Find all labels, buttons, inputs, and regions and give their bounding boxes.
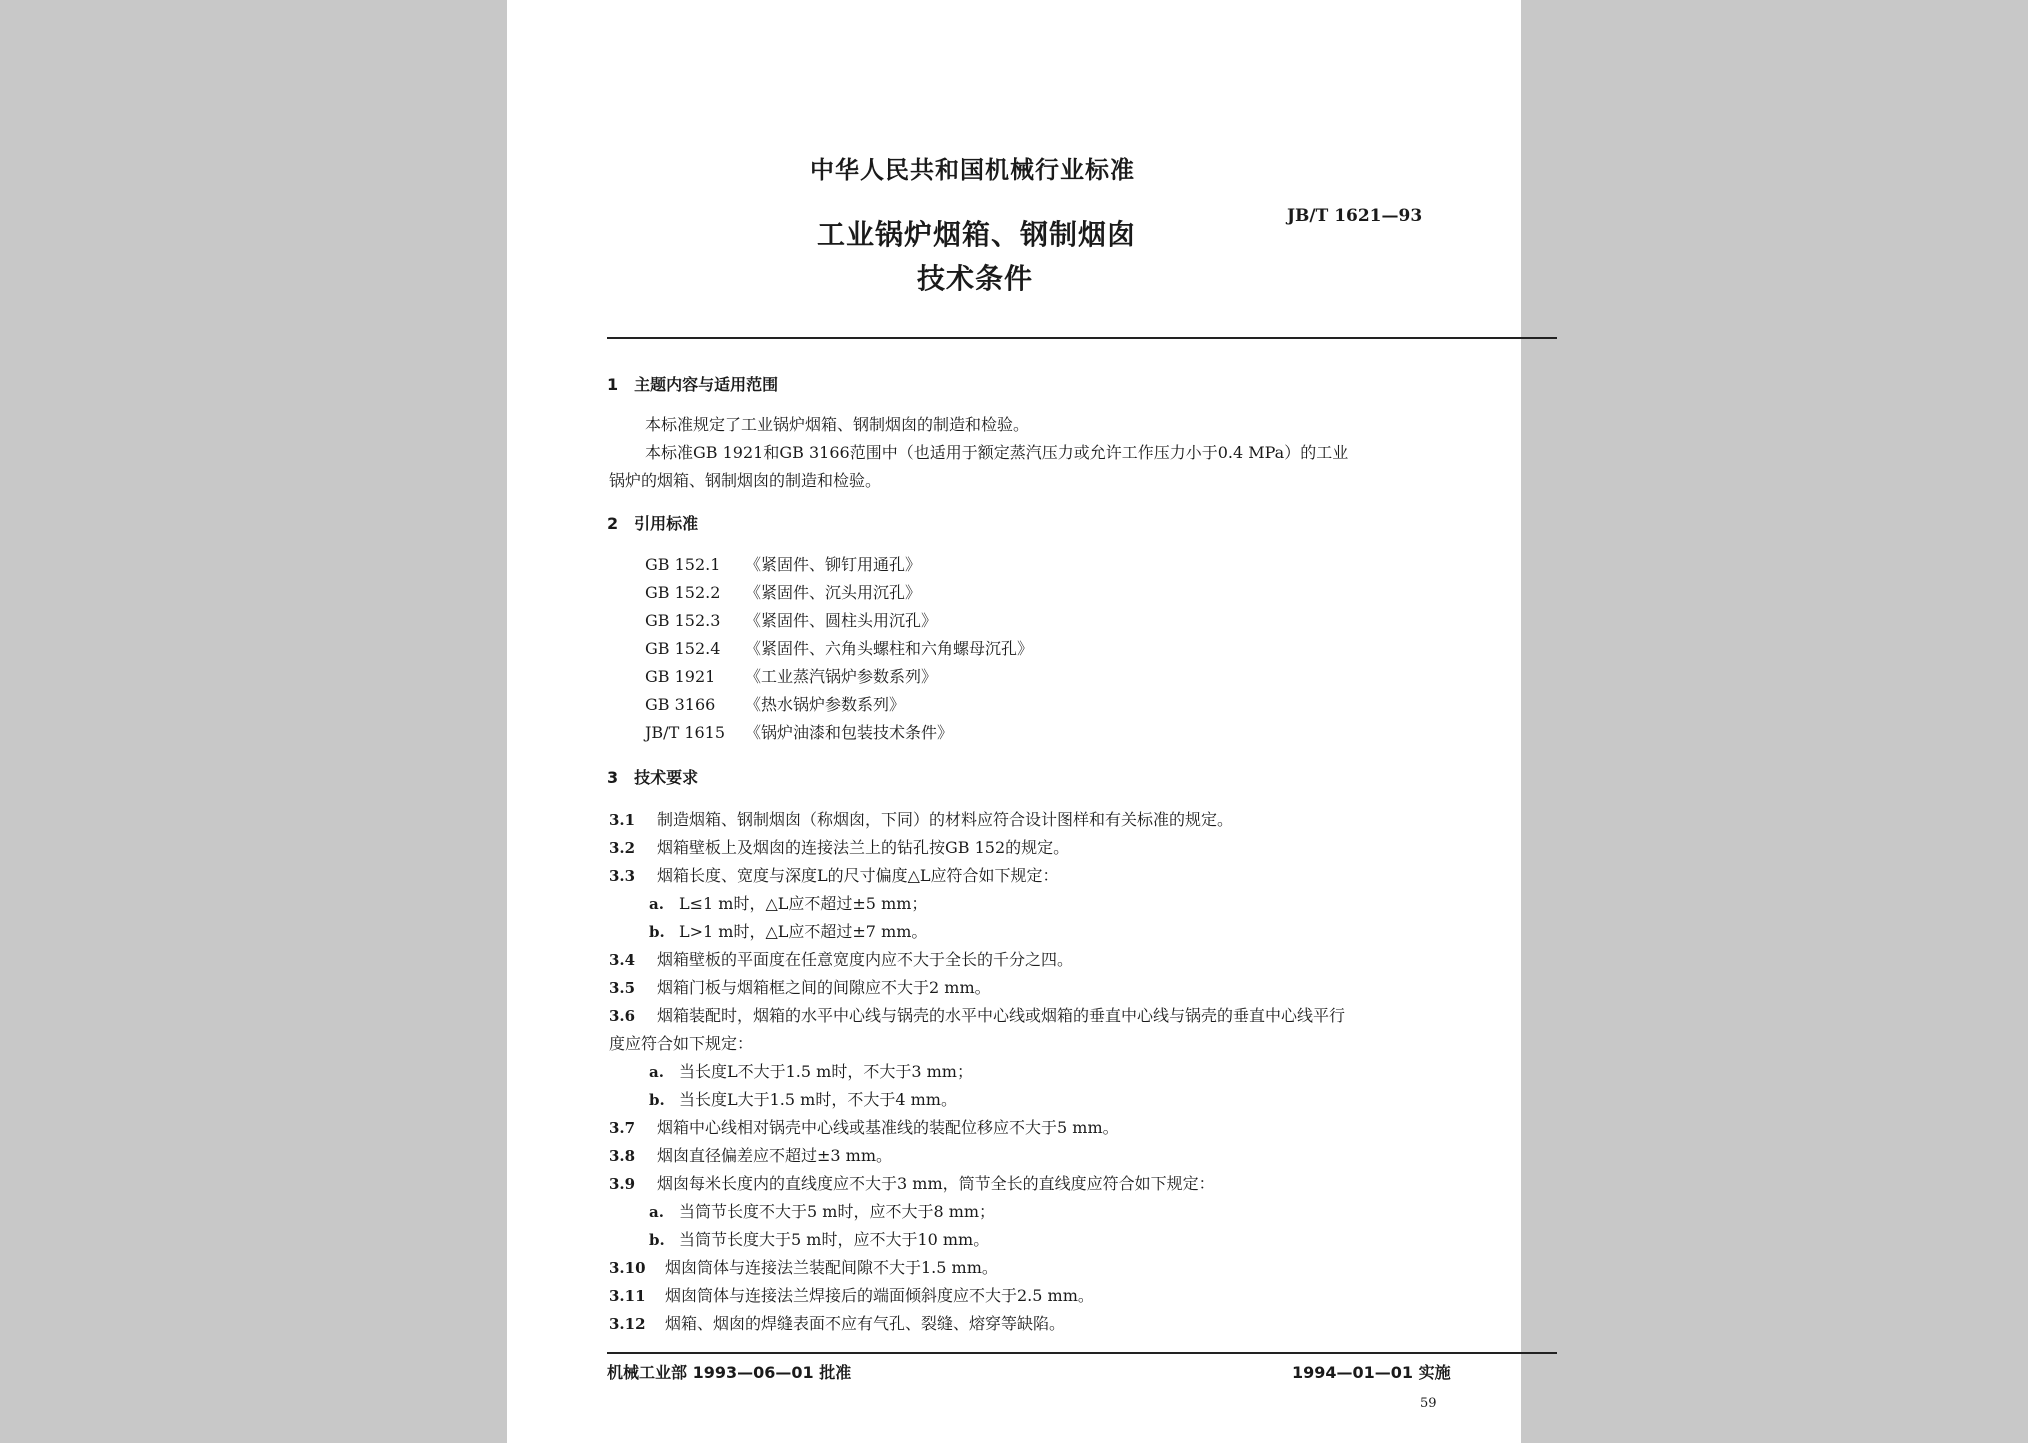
section-1-para-2-line-1: 本标准GB 1921和GB 3166范围中（也适用于额定蒸汽压力或允许工作压力小于0.4 MPa）的工业 xyxy=(645,443,1349,462)
requirement-item xyxy=(609,947,1073,970)
requirement-subitem xyxy=(649,1227,989,1250)
document-page xyxy=(507,0,1521,1443)
requirement-subitem xyxy=(649,1087,957,1110)
reference-title: 《紧固件、六角头螺柱和六角螺母沉孔》 xyxy=(745,639,1034,658)
requirement-number: 3.4 xyxy=(609,951,636,969)
reference-item xyxy=(645,552,921,575)
standard-number: JB/T 1621—93 xyxy=(1287,206,1423,226)
reference-title: 《紧固件、圆柱头用沉孔》 xyxy=(745,611,938,630)
requirement-text: 烟箱中心线相对锅壳中心线或基准线的装配位移应不大于5 mm。 xyxy=(657,1118,1119,1137)
requirement-number: 3.12 xyxy=(609,1315,646,1333)
requirement-text: 烟箱壁板上及烟囱的连接法兰上的钻孔按GB 152的规定。 xyxy=(657,838,1070,857)
requirement-text: 烟箱、烟囱的焊缝表面不应有气孔、裂缝、熔穿等缺陷。 xyxy=(665,1314,1066,1333)
requirement-item xyxy=(609,1115,1119,1138)
requirement-number: b. xyxy=(649,1091,665,1109)
requirement-continuation xyxy=(609,1031,753,1054)
section-1-para-1: 本标准规定了工业锅炉烟箱、钢制烟囱的制造和检验。 xyxy=(645,415,1030,434)
reference-title: 《锅炉油漆和包装技术条件》 xyxy=(745,723,954,742)
reference-title: 《紧固件、铆钉用通孔》 xyxy=(745,555,922,574)
requirement-item xyxy=(609,835,1069,858)
requirement-number: 3.1 xyxy=(609,811,636,829)
reference-code: GB 152.4 xyxy=(645,639,721,658)
requirement-number: b. xyxy=(649,923,665,941)
header-divider xyxy=(607,337,1557,339)
section-3-heading: 3 技术要求 xyxy=(607,768,699,787)
footer-divider xyxy=(607,1352,1557,1354)
requirement-text: 烟箱门板与烟箱框之间的间隙应不大于2 mm。 xyxy=(657,978,991,997)
requirement-text: 当长度L大于1.5 m时，不大于4 mm。 xyxy=(679,1090,957,1109)
reference-code: GB 1921 xyxy=(645,667,716,686)
requirement-subitem xyxy=(649,1059,973,1082)
requirement-text: 烟囱直径偏差应不超过±3 mm。 xyxy=(657,1146,893,1165)
requirement-item xyxy=(609,1171,1215,1194)
section-1-heading: 1 主题内容与适用范围 xyxy=(607,375,779,394)
requirement-text: 烟箱装配时，烟箱的水平中心线与锅壳的水平中心线或烟箱的垂直中心线与锅壳的垂直中心线平行 xyxy=(657,1006,1346,1025)
reference-title: 《热水锅炉参数系列》 xyxy=(745,695,906,714)
requirement-number: 3.3 xyxy=(609,867,636,885)
requirement-item xyxy=(609,1003,1345,1026)
effective-date: 1994—01—01 实施 xyxy=(1292,1363,1451,1382)
requirement-item xyxy=(609,1143,892,1166)
requirement-number: 3.2 xyxy=(609,839,636,857)
requirement-number: 3.6 xyxy=(609,1007,636,1025)
requirement-number: 3.10 xyxy=(609,1259,646,1277)
reference-item xyxy=(645,692,905,715)
doc-title-line2: 技术条件 xyxy=(917,262,1034,295)
requirement-number: 3.11 xyxy=(609,1287,646,1305)
requirement-text: 烟囱筒体与连接法兰焊接后的端面倾斜度应不大于2.5 mm。 xyxy=(665,1286,1094,1305)
requirement-text: 当筒节长度大于5 m时，应不大于10 mm。 xyxy=(679,1230,990,1249)
reference-code: GB 152.3 xyxy=(645,611,721,630)
requirement-item xyxy=(609,807,1233,830)
page-number: 59 xyxy=(1420,1396,1437,1411)
requirement-text: 烟囱每米长度内的直线度应不大于3 mm，筒节全长的直线度应符合如下规定： xyxy=(657,1174,1215,1193)
requirement-number: a. xyxy=(649,895,664,913)
reference-code: JB/T 1615 xyxy=(645,723,726,742)
requirement-text: 烟箱长度、宽度与深度L的尺寸偏度△L应符合如下规定： xyxy=(657,866,1059,885)
ministry-title: 中华人民共和国机械行业标准 xyxy=(810,156,1135,184)
requirement-text: L≤1 m时，△L应不超过±5 mm； xyxy=(679,894,928,913)
section-1-para-2-line-2: 锅炉的烟箱、钢制烟囱的制造和检验。 xyxy=(609,471,882,490)
requirement-subitem xyxy=(649,891,927,914)
requirement-number: 3.5 xyxy=(609,979,636,997)
requirement-number: 3.7 xyxy=(609,1119,636,1137)
requirement-text: 当筒节长度不大于5 m时，应不大于8 mm； xyxy=(679,1202,996,1221)
requirement-text: 烟箱壁板的平面度在任意宽度内应不大于全长的千分之四。 xyxy=(657,950,1074,969)
reference-title: 《工业蒸汽锅炉参数系列》 xyxy=(745,667,938,686)
requirement-item xyxy=(609,975,991,998)
requirement-number: a. xyxy=(649,1203,664,1221)
requirement-item xyxy=(609,1283,1094,1306)
requirement-number: b. xyxy=(649,1231,665,1249)
requirement-number: 3.9 xyxy=(609,1175,636,1193)
approval-line: 机械工业部 1993—06—01 批准 xyxy=(607,1363,852,1382)
reference-code: GB 152.2 xyxy=(645,583,721,602)
requirement-text: 制造烟箱、钢制烟囱（称烟囱，下同）的材料应符合设计图样和有关标准的规定。 xyxy=(657,810,1234,829)
reference-code: GB 3166 xyxy=(645,695,716,714)
requirement-text: 烟囱筒体与连接法兰装配间隙不大于1.5 mm。 xyxy=(665,1258,998,1277)
reference-item xyxy=(645,608,937,631)
reference-item xyxy=(645,720,953,743)
requirement-subitem xyxy=(649,1199,995,1222)
reference-title: 《紧固件、沉头用沉孔》 xyxy=(745,583,922,602)
requirement-item xyxy=(609,863,1059,886)
reference-item xyxy=(645,664,937,687)
section-2-heading: 2 引用标准 xyxy=(607,514,699,533)
doc-title-line1: 工业锅炉烟箱、钢制烟囱 xyxy=(817,218,1137,251)
requirement-subitem xyxy=(649,919,927,942)
requirement-item xyxy=(609,1255,998,1278)
reference-item xyxy=(645,580,921,603)
requirement-number: a. xyxy=(649,1063,664,1081)
requirement-number: 3.8 xyxy=(609,1147,636,1165)
requirement-item xyxy=(609,1311,1065,1334)
requirement-text: 度应符合如下规定： xyxy=(609,1034,754,1053)
requirement-text: 当长度L不大于1.5 m时，不大于3 mm； xyxy=(679,1062,973,1081)
requirement-text: L>1 m时，△L应不超过±7 mm。 xyxy=(679,922,928,941)
reference-code: GB 152.1 xyxy=(645,555,721,574)
reference-item xyxy=(645,636,1033,659)
